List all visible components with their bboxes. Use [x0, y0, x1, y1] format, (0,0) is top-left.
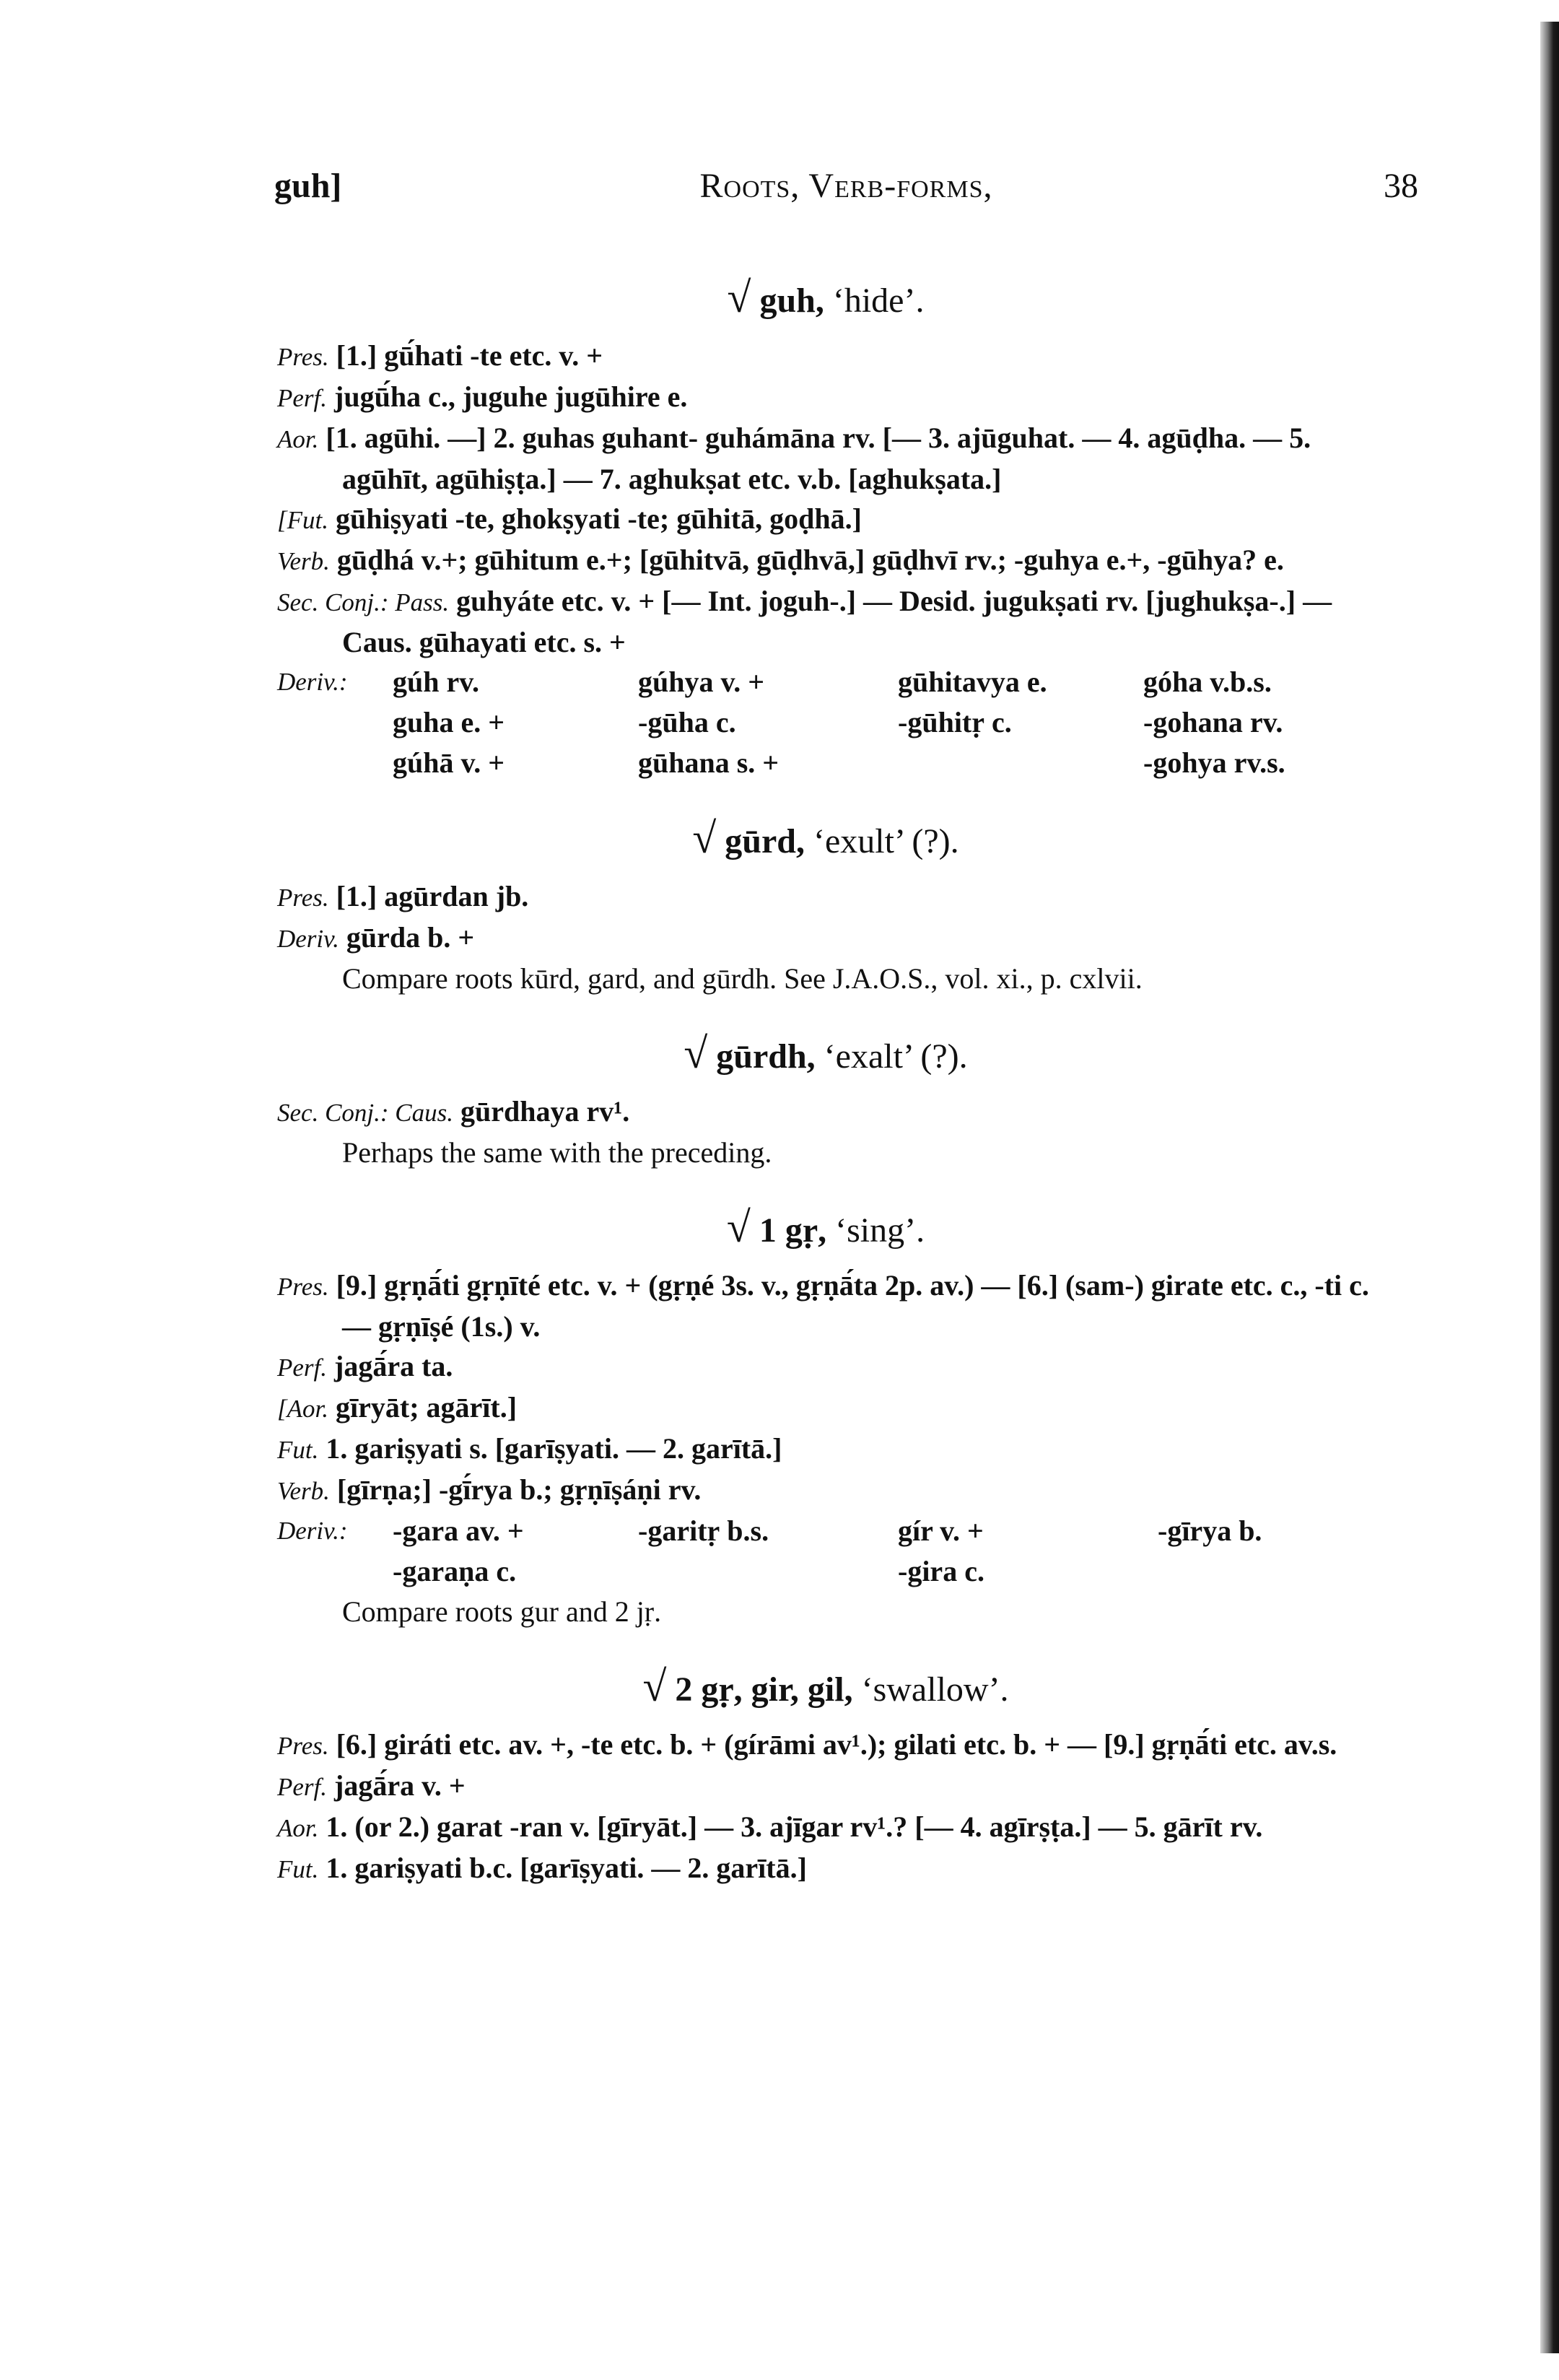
entry-line [277, 1848, 1374, 1889]
dictionary-content [277, 273, 1374, 1889]
form-label: Perf. [277, 1773, 328, 1801]
root-gloss: ‘sing’. [835, 1211, 925, 1250]
form-text: [1. agūhi. —] 2. guhas guhant- guhámāna rv. [— 3. ajūguhat. — 4. agūḍha. — 5. agūhīt, agūhiṣṭa.] — 7. aghukṣat etc. v.b. [aghukṣata.] [326, 422, 1311, 495]
root-gloss: ‘hide’. [832, 282, 925, 320]
entry-line [277, 377, 1374, 418]
root-gloss: ‘exult’ (?). [813, 822, 959, 860]
root-name: guh, [759, 282, 824, 320]
form-label: Pres. [277, 884, 329, 912]
entry-line [277, 1346, 1374, 1387]
entry-line [277, 418, 1374, 499]
deriv-item: góha v.b.s. [1143, 666, 1272, 698]
page-edge-shadow [1540, 22, 1559, 2353]
entry-line [277, 1725, 1374, 1766]
deriv-label: Deriv.: [277, 1517, 348, 1545]
root-heading-gurd [277, 814, 1374, 863]
deriv-label: Deriv.: [277, 668, 348, 696]
root-heading-guh [277, 273, 1374, 323]
root-name: gūrd, [725, 822, 805, 860]
root-heading-2-gr [277, 1662, 1374, 1712]
deriv-item: gúh rv. [393, 666, 480, 698]
form-label: Pres. [277, 1732, 329, 1760]
entry-line [277, 581, 1374, 662]
deriv-item: gūhitavya e. [898, 666, 1047, 698]
entry-line [277, 1429, 1374, 1470]
form-text: [1.] agūrdan jb. [336, 880, 529, 912]
form-text: gūrdhaya rv¹. [460, 1095, 630, 1128]
form-text: gūhiṣyati -te, ghokṣyati -te; gūhitā, goḍhā.] [335, 502, 862, 535]
form-label: Fut. [277, 1855, 319, 1883]
form-text: [9.] gṛṇā́ti gṛṇīté etc. v. + (gṛṇé 3s. v., gṛṇā́ta 2p. av.) — [6.] (sam-) girate etc. c., -ti c. — gṛṇīṣé (1s.) v. [336, 1269, 1369, 1343]
form-label: Verb. [277, 547, 330, 575]
deriv-item: -gara av. + [393, 1514, 524, 1547]
derivatives-table [277, 662, 1374, 783]
deriv-item: -gira c. [898, 1555, 984, 1587]
form-text: gūrda b. + [346, 921, 475, 954]
root-gloss: ‘exalt’ (?). [824, 1037, 968, 1076]
form-text: gūḍhá v.+; gūhitum e.+; [gūhitvā, gūḍhvā,] gūḍhvī rv.; -guhya e.+, -gūhya? e. [336, 544, 1284, 576]
form-label: Pres. [277, 343, 329, 371]
entry-note: Perhaps the same with the preceding. [342, 1136, 772, 1169]
form-text: [1.] gū́hati -te etc. v. + [336, 339, 603, 372]
form-label: [Aor. [277, 1395, 328, 1423]
form-label: Deriv. [277, 925, 339, 953]
deriv-item: gúhya v. + [638, 666, 765, 698]
page-number: 38 [1384, 167, 1418, 205]
form-label: Fut. [277, 1436, 319, 1464]
form-text: guhyáte etc. v. + [— Int. joguh-.] — Desid. jugukṣati rv. [jughukṣa-.] — Caus. gūhayati etc. s. + [342, 585, 1332, 658]
deriv-item: gūhana s. + [638, 746, 780, 779]
entry-line [277, 540, 1374, 581]
form-text: 1. gariṣyati b.c. [garīṣyati. — 2. garītā.] [326, 1852, 807, 1884]
deriv-item: -gūhitṛ c. [898, 706, 1012, 738]
root-name: gūrdh, [716, 1037, 816, 1076]
form-text: jugū́ha c., juguhe jugūhire e. [334, 380, 688, 413]
radical-sign-icon: √ [692, 814, 717, 862]
deriv-item: -gūha c. [638, 706, 736, 738]
entry-line [277, 499, 1374, 540]
entry-line [277, 917, 1374, 959]
deriv-item: -gohya rv.s. [1143, 746, 1285, 779]
form-text: jagā́ra v. + [334, 1769, 466, 1802]
form-label: Verb. [277, 1477, 330, 1505]
radical-sign-icon: √ [727, 274, 751, 321]
form-label: Aor. [277, 1814, 319, 1842]
entry-line [277, 1387, 1374, 1429]
form-text: 1. gariṣyati s. [garīṣyati. — 2. garītā.] [326, 1432, 782, 1465]
form-label: Pres. [277, 1273, 329, 1301]
form-label: Sec. Conj.: Caus. [277, 1099, 454, 1127]
form-label: Perf. [277, 1354, 328, 1382]
form-text: [6.] giráti etc. av. +, -te etc. b. + (gírāmi av¹.); gilati etc. b. + — [9.] gṛṇā́ti etc. av.s. [336, 1728, 1337, 1761]
form-label: Sec. Conj.: Pass. [277, 588, 450, 616]
form-text: [gīrṇa;] -gī́rya b.; gṛṇīṣáṇi rv. [336, 1473, 702, 1506]
entry-line [277, 1470, 1374, 1511]
deriv-item: gúhā v. + [393, 746, 505, 779]
derivatives-table [277, 1511, 1374, 1592]
header-root-reference: guh] [274, 167, 342, 205]
entry-line [277, 876, 1374, 917]
deriv-item: -gohana rv. [1143, 706, 1283, 738]
form-text: 1. (or 2.) garat -ran v. [gīryāt.] — 3. ajīgar rv¹.? [— 4. agīrṣṭa.] — 5. gārīt rv. [326, 1810, 1263, 1843]
running-header [274, 166, 1418, 217]
root-name: 2 gṛ, gir, gil, [675, 1670, 853, 1709]
deriv-item: -garaṇa c. [393, 1555, 517, 1587]
form-label: Perf. [277, 384, 328, 412]
radical-sign-icon: √ [642, 1662, 667, 1710]
entry-line [277, 1807, 1374, 1848]
header-title: Roots, Verb-forms, [699, 167, 993, 205]
radical-sign-icon: √ [684, 1029, 708, 1077]
deriv-item: -garitṛ b.s. [638, 1514, 769, 1547]
entry-note: Compare roots gur and 2 jṛ. [342, 1595, 662, 1628]
deriv-item: gír v. + [898, 1514, 984, 1547]
root-heading-1-gr [277, 1203, 1374, 1252]
root-gloss: ‘swallow’. [861, 1670, 1009, 1709]
form-label: [Fut. [277, 506, 328, 534]
form-text: jagā́ra ta. [334, 1350, 453, 1382]
entry-line [277, 1265, 1374, 1346]
radical-sign-icon: √ [726, 1203, 751, 1251]
deriv-item: -gīrya b. [1158, 1514, 1262, 1547]
entry-line [277, 1766, 1374, 1807]
entry-line [277, 336, 1374, 377]
deriv-item: guha e. + [393, 706, 505, 738]
form-label: Aor. [277, 425, 319, 453]
root-heading-gurdh [277, 1029, 1374, 1078]
root-name: 1 gṛ, [759, 1211, 827, 1250]
form-text: gīryāt; agārīt.] [336, 1391, 518, 1424]
entry-note: Compare roots kūrd, gard, and gūrdh. See J.A.O.S., vol. xi., p. cxlvii. [342, 962, 1143, 995]
entry-line [277, 1091, 1374, 1133]
